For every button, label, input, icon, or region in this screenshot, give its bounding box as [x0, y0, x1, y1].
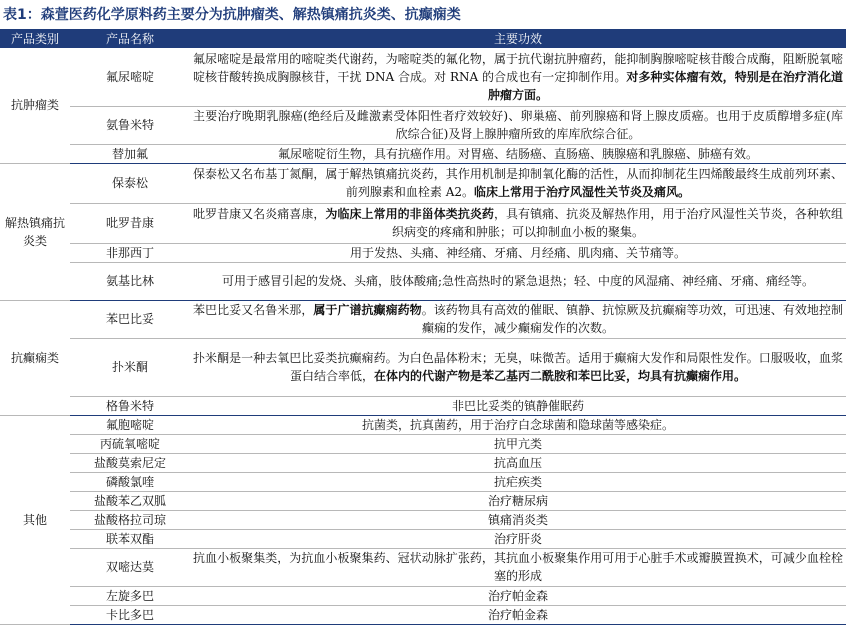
table-row — [0, 144, 846, 163]
table-row — [0, 396, 846, 415]
product-name-cell: 替加氟 — [70, 144, 190, 163]
header-function: 主要功效 — [190, 29, 846, 48]
product-name-cell: 扑米酮 — [70, 338, 190, 396]
product-function-cell — [190, 163, 846, 203]
product-name-cell: 非那西丁 — [70, 243, 190, 262]
table-row — [0, 300, 846, 338]
table-row — [0, 548, 846, 586]
description-text: 扑米酮是一种去氧巴比妥类抗癫痫药。为白色晶体粉末；无臭，味微苦。适用于癫痫大发作和局限性发作。口服吸收，血浆蛋白结合率低， — [193, 351, 843, 383]
product-function-cell — [190, 453, 846, 472]
table-title: 表1：森萱医药化学原料药主要分为抗肿瘤类、解热镇痛抗炎类、抗癫痫类 — [3, 7, 461, 23]
category-cell: 抗肿瘤类 — [0, 48, 70, 163]
emphasis-text: 为临床上常用的非甾体类抗炎药 — [325, 207, 494, 221]
product-function-cell — [190, 434, 846, 453]
product-function-cell — [190, 338, 846, 396]
description-text: 镇痛消炎类 — [487, 512, 548, 527]
table-row — [0, 106, 846, 144]
product-name-cell: 左旋多巴 — [70, 586, 190, 605]
product-table — [0, 29, 846, 625]
product-name-cell: 丙硫氧嘧啶 — [70, 434, 190, 453]
description-text: 抗甲亢类 — [493, 436, 542, 451]
table-row — [0, 586, 846, 605]
table-row — [0, 262, 846, 300]
description-text: 氟尿嘧啶是最常用的嘧啶类代谢药，为嘧啶类的氟化物，属于抗代谢抗肿瘤药，能抑制胸腺嘧啶核苷酸合成酶，阻断脱氧嘧啶核苷酸转换成胸腺核苷，干扰 DNA 合成。对 RNA 的合成也有一定抑制作用。 — [193, 51, 843, 84]
description-text: 氟尿嘧啶衍生物，具有抗癌作用。对胃癌、结肠癌、直肠癌、胰腺癌和乳腺癌、肺癌有效。 — [277, 146, 758, 161]
product-name-cell: 盐酸苯乙双胍 — [70, 491, 190, 510]
emphasis-text: 属于广谱抗癫痫药物 — [313, 303, 422, 317]
product-function-cell — [190, 605, 846, 624]
header-name: 产品名称 — [70, 29, 190, 48]
table-row — [0, 510, 846, 529]
category-cell: 其他 — [0, 415, 70, 624]
product-name-cell: 盐酸格拉司琼 — [70, 510, 190, 529]
product-name-cell: 氨基比林 — [70, 262, 190, 300]
product-name-cell: 氟胞嘧啶 — [70, 415, 190, 434]
description-text: 抗血小板聚集类，为抗血小板聚集药、冠状动脉扩张药，其抗血小板聚集作用可用于心脏手术或瓣膜置换术，可减少血栓栓塞的形成 — [193, 551, 843, 583]
table-row — [0, 605, 846, 624]
description-text: 治疗帕金森 — [487, 588, 548, 603]
product-name-cell: 磷酸氯喹 — [70, 472, 190, 491]
product-name-cell: 盐酸莫索尼定 — [70, 453, 190, 472]
table-row — [0, 434, 846, 453]
table-row — [0, 453, 846, 472]
product-function-cell — [190, 472, 846, 491]
description-text: 治疗糖尿病 — [487, 493, 548, 508]
table-row — [0, 243, 846, 262]
product-function-cell — [190, 491, 846, 510]
description-text: 抗菌类，抗真菌药，用于治疗白念球菌和隐球菌等感染症。 — [361, 417, 674, 432]
header-category: 产品类别 — [0, 29, 70, 48]
emphasis-text: 对多种实体瘤有效，特别是在治疗消化道肿瘤方面。 — [487, 69, 843, 102]
table-row — [0, 48, 846, 106]
product-function-cell — [190, 548, 846, 586]
product-function-cell — [190, 510, 846, 529]
product-function-cell — [190, 396, 846, 415]
description-text: 主要治疗晚期乳腺癌(绝经后及雌激素受体阳性者疗效较好)、卵巢癌、前列腺癌和肾上腺皮质癌。也用于皮质醇增多症(库欣综合征)及肾上腺肿瘤所致的库库欣综合征。 — [193, 109, 843, 141]
category-cell: 抗癫痫类 — [0, 300, 70, 415]
description-text: 保泰松又名布基丁氮酮，属于解热镇痛抗炎药，其作用机制是抑制氧化酶的活性，从而抑制花生四烯酸最终生成前列环素、前列腺素和血栓素 A2。 — [193, 167, 843, 199]
description-text: 苯巴比妥又名鲁米那， — [193, 303, 314, 317]
description-text: 抗疟疾类 — [493, 474, 542, 489]
description-text: 。该药物具有高效的催眠、镇静、抗惊厥及抗癫痫等功效，可迅速、有效地控制癫痫的发作，减少癫痫发作的次数。 — [421, 303, 843, 335]
emphasis-text: 临床上常用于治疗风湿性关节炎及痛风。 — [474, 185, 691, 199]
table-header-row — [0, 29, 846, 48]
product-function-cell — [190, 203, 846, 243]
description-text: 非巴比妥类的镇静催眠药 — [451, 398, 584, 413]
table-row — [0, 491, 846, 510]
product-name-cell: 保泰松 — [70, 163, 190, 203]
emphasis-text: 在体内的代谢产物是苯乙基丙二酰胺和苯巴比妥，均具有抗癫痫作用。 — [374, 369, 747, 383]
table-row — [0, 472, 846, 491]
category-cell: 解热镇痛抗炎类 — [0, 163, 70, 300]
description-text: 吡罗昔康又名炎痛喜康， — [193, 207, 326, 221]
table-row — [0, 529, 846, 548]
product-name-cell: 卡比多巴 — [70, 605, 190, 624]
table-row — [0, 163, 846, 203]
product-function-cell — [190, 106, 846, 144]
table-row — [0, 203, 846, 243]
product-function-cell — [190, 262, 846, 300]
product-name-cell: 联苯双酯 — [70, 529, 190, 548]
description-text: 抗高血压 — [493, 455, 542, 470]
table-row — [0, 415, 846, 434]
product-name-cell: 氟尿嘧啶 — [70, 48, 190, 106]
product-function-cell — [190, 529, 846, 548]
product-function-cell — [190, 144, 846, 163]
product-name-cell: 双嘧达莫 — [70, 548, 190, 586]
description-text: ，具有镇痛、抗炎及解热作用，用于治疗风湿性关节炎，各种软组织病变的疼痛和肿胀；可以抑制血小板的聚集。 — [391, 207, 843, 239]
product-name-cell: 苯巴比妥 — [70, 300, 190, 338]
product-function-cell — [190, 300, 846, 338]
table-row — [0, 338, 846, 396]
product-function-cell — [190, 48, 846, 106]
description-text: 可用于感冒引起的发烧、头痛，肢体酸痛;急性高热时的紧急退热；轻、中度的风湿痛、神经痛、牙痛、痛经等。 — [221, 274, 815, 288]
product-name-cell: 吡罗昔康 — [70, 203, 190, 243]
product-function-cell — [190, 586, 846, 605]
product-function-cell — [190, 243, 846, 262]
table-body — [0, 48, 846, 624]
product-function-cell — [190, 415, 846, 434]
description-text: 治疗肝炎 — [493, 531, 542, 546]
product-name-cell: 格鲁米特 — [70, 396, 190, 415]
product-name-cell: 氨鲁米特 — [70, 106, 190, 144]
description-text: 治疗帕金森 — [487, 607, 548, 622]
description-text: 用于发热、头痛、神经痛、牙痛、月经痛、肌肉痛、关节痛等。 — [349, 245, 686, 260]
